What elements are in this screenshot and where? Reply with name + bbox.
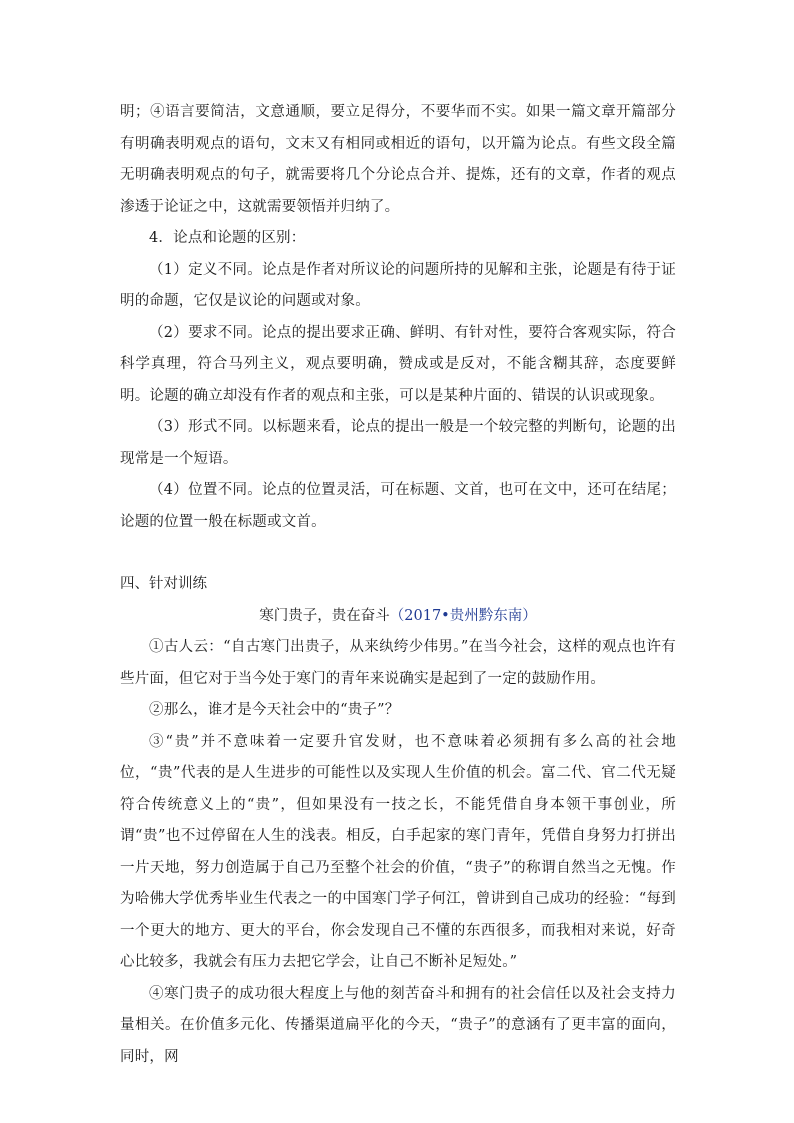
difference-heading: 4．论点和论题的区别：: [149, 230, 306, 246]
article-source: （2017•贵州黔东南）: [389, 607, 537, 624]
article-paragraph-4: ④寒门贵子的成功很大程度上与他的刻苦奋斗和拥有的社会信任以及社会支持力量相关。在价值多元化、传播渠道扁平化的今天，“贵子”的意涵有了更丰富的面向，同时，网: [120, 985, 676, 1065]
article-paragraph-2: ②那么，谁才是今天社会中的“贵子”？: [149, 702, 400, 718]
article-title: [120, 601, 676, 633]
intro-paragraph: 明；④语言要简洁，文意通顺，要立足得分，不要华而不实。如果一篇文章开篇部分有明确表明观点的语句，文末又有相同或相近的语句，以开篇为论点。有些文段全篇无明确表明观点的句子，就需要将几个分论点合并、提炼，还有的文章，作者的观点渗透于论证之中，这就需要领悟并归纳了。: [120, 104, 676, 215]
difference-item-3: （3）形式不同。以标题来看，论点的提出一般是一个较完整的判断句，论题的出现常是一个短语。: [120, 419, 676, 467]
difference-item-4: （4）位置不同。论点的位置灵活，可在标题、文首，也可在文中，还可在结尾；论题的位置一般在标题或文首。: [120, 482, 676, 530]
article-title-text: 寒门贵子，贵在奋斗: [259, 607, 390, 624]
article-paragraph-1: ①古人云：“自古寒门出贵子，从来纨绔少伟男。”在当今社会，这样的观点也许有些片面，但它对于当今处于寒门的青年来说确实是起到了一定的鼓励作用。: [120, 639, 676, 687]
difference-item-1: （1）定义不同。论点是作者对所议论的问题所持的见解和主张，论题是有待于证明的命题，它仅是议论的问题或对象。: [120, 261, 676, 309]
article-paragraph-3: ③“贵”并不意味着一定要升官发财，也不意味着必须拥有多么高的社会地位，“贵”代表的是人生进步的可能性以及实现人生价值的机会。富二代、官二代无疑符合传统意义上的“贵”，但如果没有一技之长，不能凭借自身本领干事创业，所谓“贵”也不过停留在人生的浅表。相反，白手起家的寒门青年，凭借自身努力打拼出一片天地，努力创造属于自己乃至整个社会的价值，“贵子”的称谓自然当之无愧。作为哈佛大学优秀毕业生代表之一的中国寒门学子何江，曾讲到自己成功的经验：“每到一个更大的地方、更大的平台，你会发现自己不懂的东西很多，而我相对来说，好奇心比较多，我就会有压力去把它学会，让自己不断补足短处。”: [120, 733, 676, 970]
difference-item-2: （2）要求不同。论点的提出要求正确、鲜明、有针对性，要符合客观实际，符合科学真理，符合马列主义，观点要明确，赞成或是反对，不能含糊其辞，态度要鲜明。论题的确立却没有作者的观点和主张，可以是某种片面的、错误的认识或现象。: [120, 324, 676, 404]
section-spacer: [120, 538, 676, 569]
section-heading: 四、针对训练: [120, 576, 207, 592]
document-page: [120, 97, 676, 1073]
